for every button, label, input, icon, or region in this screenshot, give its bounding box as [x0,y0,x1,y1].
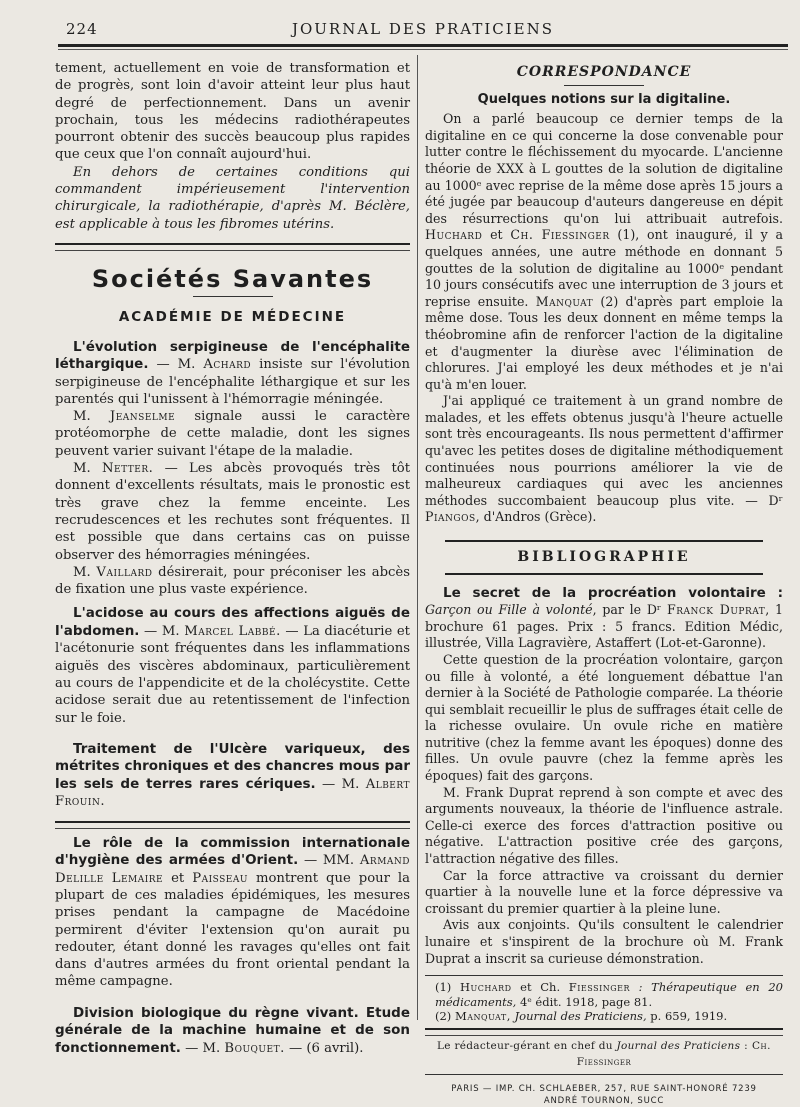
journal-title: JOURNAL DES PRATICIENS [291,20,555,38]
section-date: — (6 avril). [284,1040,364,1056]
left-column [55,60,410,1057]
paragraph-vaillard: M. Vaillard désirerait, pour préconiser les abcès de fixation une plus vaste expérience. [55,564,410,598]
printer-line-2: ANDRÉ TOURNON, SUCC [543,1095,665,1106]
author-name: Lemaire [111,870,164,886]
correspondance-paragraph-1 [425,111,783,393]
page-number: 224 [66,20,98,38]
intro-paragraph: tement, actuellement en voie de transformation et de progrès, sont loin d'avoir atteint leur plus haut degré de perfectionnement. Dans un avenir prochain, tous les médecins radiothérapeutes pourront obtenir des succès beaucoup plus rapides que ceux que l'on connaît aujourd'hui. [55,61,410,163]
section-rule [55,243,410,251]
footnote-rule [425,975,783,976]
section-encephalite [55,339,410,409]
paragraph-text: signale aussi le caractère protéomorphe de cette maladie, dont les signes peuvent varier suivant l'étape de la maladie. [55,409,410,459]
author-name: Franck Duprat [667,602,766,618]
paragraph-text: On a parlé beaucoup ce dernier temps de la digitaline en ce qui concerne la dose convenable pour lutter contre le fléchissement du myocarde. L'ancienne théorie de XXX à L gouttes de la solution de digitaline au 1000ᵉ avec reprise de la même dose après 15 jours a été jugée par beaucoup d'auteurs dangereuse en dépit des résurrections qu'on lui attribuait autrefois. [425,111,783,226]
gerant-text: Le rédacteur-gérant en chef du [437,1039,617,1052]
paragraph-text: désirerait, pour préconiser les abcès de fixation une plus vaste expérience. [55,564,410,598]
dash: — M. [180,1040,225,1056]
section-division-biologique [55,1005,410,1058]
intro-italic-paragraph: En dehors de certaines conditions qui commandent impérieusement l'intervention chirurgicale, la radiothérapie, d'après M. Béclère, est applicable à tous les fibromes utérins. [55,164,410,232]
biblio-title-text: Le secret de la procréation volontaire : [443,584,783,601]
author-name: Manquat, [454,1009,511,1024]
author-name: Armand Delille [55,853,411,886]
right-column [425,60,783,1107]
gerant-line [425,1038,783,1071]
section-text: montrent que pour la plupart de ces maladies épidémiques, les mesures prises pendant la campagne de Macédoine permirent d'éviter l'extension qu'on aurait pu redouter, étant donné les ravages qu'elles ont fait dans d'autres armées du front oriental pendant la même campagne. [55,870,410,990]
section-text: — La diacéturie et l'acétonurie sont fréquentes dans les inflammations aiguës des viscères abdominaux, particulièrement au cours de l'appendicite et de la cholécystite. Cette acidose serait due au retentissement de l'infection sur le foie. [55,623,410,726]
gerant-name: : Ch. Fiessinger [576,1039,771,1069]
author-name: Manquat [535,293,594,309]
author-name: Fiessinger [568,980,630,995]
author-name: Netter. [101,461,154,477]
dash: — M. [315,776,366,792]
correspondance-title: CORRESPONDANCE [516,64,692,80]
author-name: Albert Frouin. [55,776,410,810]
author-name: Achard [203,357,252,373]
paragraph-text: J'ai appliqué ce traitement à un grand nombre de malades, et les effets obtenus jusqu'à l'heure actuelle sont très encourageants. Ils nous permettent d'affirmer qu'avec les petites doses de digitaline méthodiquement continuées nous pourrions améliorer la vie de malheureux cardiaques qui avec les anciennes méthodes succombaient beaucoup plus vite. — [425,393,783,508]
work-title: Journal des Praticiens, [510,1009,647,1024]
biblio-paragraph: Cette question de la procréation volontaire, garçon ou fille à volonté, a été longuement débattue l'an dernier à la Société de Pathologie comparée. La théorie qui semblait recueillir le plus de suffrages était celle de la richesse ovulaire. Un ovule riche en matière nutritive (chez la femme avant les époques) donne des filles. Un ovule pauvre (chez la femme après les époques) fait des garçons. [425,651,783,784]
correspondance-subhead: Quelques notions sur la digitaline. [477,91,731,107]
signature-name: Piangos [425,509,476,525]
biblio-entry [425,585,783,652]
header-rule-thin [58,49,788,50]
gerant-journal: Journal des Praticiens [616,1039,741,1052]
footnote-2: (2) Manquat, Journal des Praticiens, p. 659, 1919. [435,1009,728,1024]
dash: — M. [139,623,185,639]
section-commission [55,835,410,991]
bibliographie-title: BIBLIOGRAPHIE [517,549,691,566]
section-title: L'acidose au cours des affections aiguës de l'abdomen. [55,605,410,639]
biblio-paragraph: M. Frank Duprat reprend à son compte et avec des arguments nouveaux, la théorie de l'influence astrale. Celle-ci exerce des forces d'attraction positive ou négative. L'attraction positive crée des garçons, l'attraction négative des filles. [425,784,783,867]
biblio-paragraph: Car la force attractive va croissant du dernier quartier à la nouvelle lune et la force dépressive va croissant du premier quartier à la pleine lune. [425,867,783,916]
paragraph-text: (1), ont inauguré, il y a quelques années, une autre méthode en donnant 5 gouttes de la solution de digitaline au 1000ᵉ pendant 10 jours consécutifs avec une interruption de 3 jours et reprise ensuite. [425,227,784,309]
author-name: Huchard [425,227,483,243]
dash: — MM. [298,853,360,869]
biblio-by: , par le Dʳ [592,602,668,618]
section-title: Traitement de l'Ulcère variqueux, des métrites chroniques et des chancres mous par les sels de terres rares cériques. [55,740,410,792]
short-rule [193,296,273,297]
societes-savantes-title: Sociétés Savantes [91,264,374,293]
dash: — M. [148,357,204,373]
conjunction: et [482,227,511,243]
bibliographie-box [445,540,763,575]
short-rule [564,85,644,86]
footer-rule-thin [425,1074,783,1075]
paragraph-netter: M. Netter. — Les abcès provoqués très tôt donnent d'excellents résultats, mais le pronostic est très grave chez la femme enceinte. Les recrudescences et les rechutes sont fréquentes. Il est possible que dans certains cas on puisse observer des hémorragies méningées. [55,461,410,563]
author-name: Paisseau [192,870,248,886]
conjunction: et Ch. [511,980,569,995]
footer-rule [425,1028,783,1036]
conjunction: et [163,870,193,886]
biblio-paragraph: Avis aux conjoints. Qu'ils consultent le calendrier lunaire et s'inspirent de la brochure où M. Frank Duprat a inscrit sa curieuse démonstration. [425,917,783,966]
section-title: Le rôle de la commission internationale d'hygiène des armées d'Orient. [55,834,410,869]
author-name: Bouquet. [224,1040,285,1056]
author-name: Ch. Fiessinger [510,227,610,243]
paragraph-text: (2) d'après part emploie la même dose. Tous les deux donnent en même temps la théobromine afin de renforcer l'action de la digitaline et d'augmenter la diurèse avec l'élimination de chlorures. J'ai employé les deux méthodes et je n'ai qu'à m'en louer. [425,293,784,392]
footnote-1: (1) Huchard et Ch. Fiessinger : Thérapeutique en 20 médicaments, 4ᵉ édit. 1918, page 81. [435,980,783,1009]
footnote-tail: p. 659, 1919. [646,1009,728,1024]
paragraph-jeanselme: M. Jeanselme signale aussi le caractère protéomorphe de cette maladie, dont les signes peuvent varier suivant l'étape de la maladie. [55,409,410,459]
author-name: Jeanselme [109,409,176,425]
column-divider [417,55,418,1020]
biblio-details: , 1 brochure 61 pages. Prix : 5 francs. Edition Médic, illustrée, Villa Lagravière, Astaffert (Lot-et-Garonne). [425,602,783,651]
footnote-tail: 4ᵉ édit. 1918, page 81. [516,994,653,1009]
page-header [58,18,788,44]
correspondance-paragraph-2 [425,393,783,526]
printer-line-1: PARIS — IMP. CH. SCHLAEBER, 257, RUE SAINT-HONORÉ 7239 [451,1083,757,1094]
section-ulcere [55,741,410,811]
biblio-title-italic: Garçon ou Fille à volonté [425,602,593,618]
section-title: Division biologique du règne vivant. Etude générale de la machine humaine et de son fonctionnement. [55,1004,410,1056]
section-text: insiste sur l'évolution serpigineuse de l'encéphalite léthargique et sur les parentés qui l'unissent à l'hémorragie méningée. [55,357,410,407]
author-name: Huchard [459,980,512,995]
signature-title: Dʳ [768,492,783,508]
footnotes [425,980,783,1024]
section-acidose [55,605,410,726]
author-name: Marcel Labbé. [184,623,281,639]
work-title: : Thérapeutique en 20 médicaments, [435,980,783,1009]
paragraph-text: — Les abcès provoqués très tôt donnent d'excellents résultats, mais le pronostic est très grave chez la femme enceinte. Les recrudescences et les rechutes sont fréquentes. Il est possible que dans certains cas on puisse observer des hémorragies méningées. [55,461,410,563]
header-rule [58,44,788,47]
signature-place: , d'Andros (Grèce). [475,509,597,525]
section-rule [55,821,410,829]
section-title: L'évolution serpigineuse de l'encéphalite léthargique. [55,338,410,373]
academie-title: ACADÉMIE DE MÉDECINE [118,309,347,326]
author-name: Vaillard [96,564,153,580]
